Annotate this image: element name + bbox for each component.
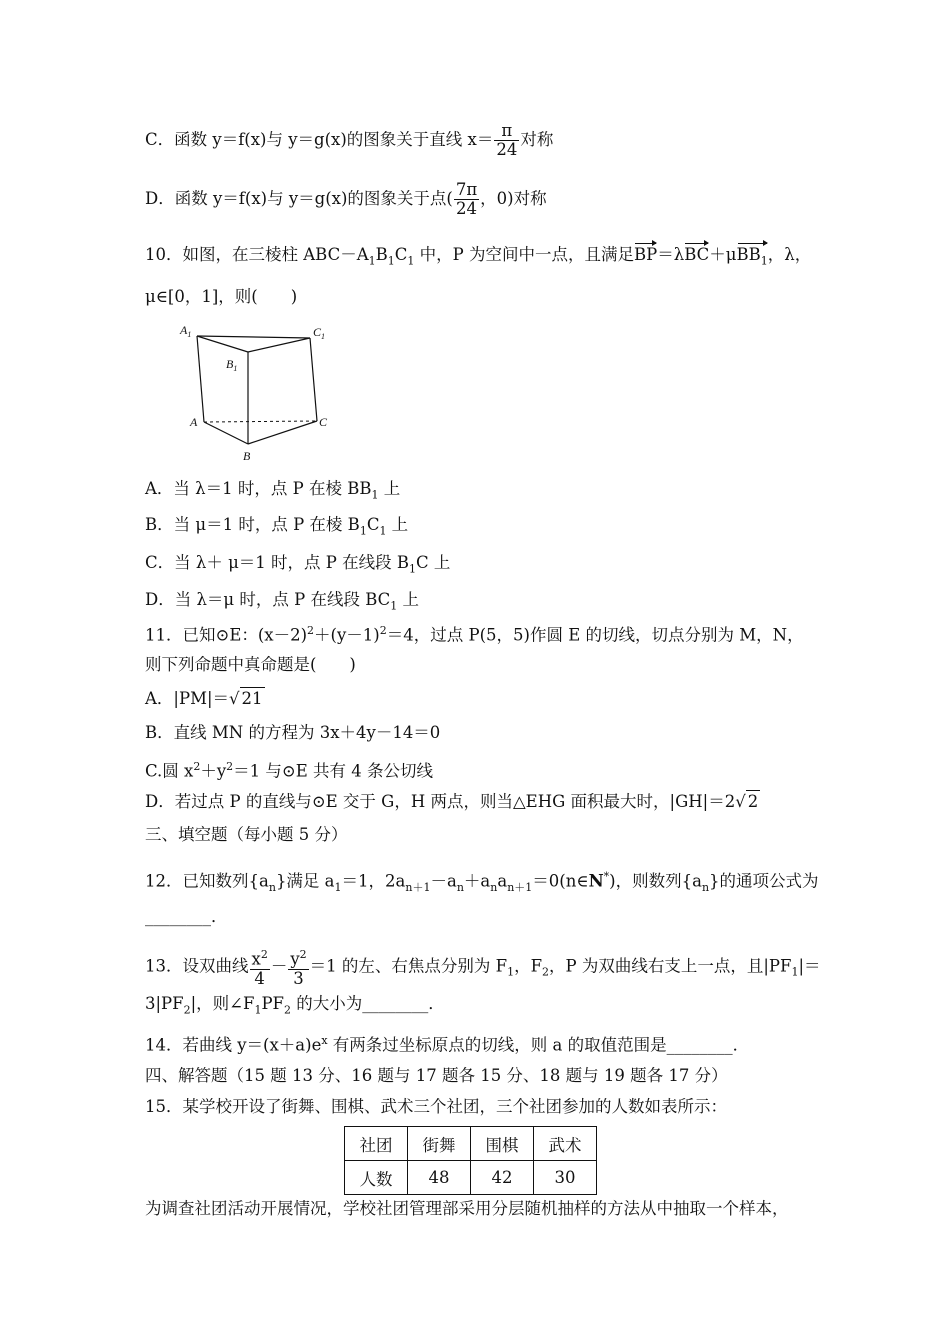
q11-stem-line2: 则下列命题中真命题是( ) — [145, 655, 356, 674]
label-a1: $A_1$ — [180, 323, 192, 339]
q10-option-a: A．当 λ＝1 时，点 P 在棱 $BB_1$ 上 — [145, 479, 401, 502]
q14-stem: 14．若曲线 $y=(x+a)e^x$ 有两条过坐标原点的切线，则 a 的取值范围是________． — [145, 1034, 750, 1055]
q12-stem: 12．已知数列$\{a_n\}$满足 $a_1=1$，$2a_{n+1}-a_n+a_na_{n+1}=0(n\in N^*)$，则数列$\{a_n\}$的通项公式为 — [145, 870, 819, 894]
vector-bb1: $BB_1$ — [737, 244, 768, 272]
fraction: $\frac{y^2}{3}$ — [290, 948, 307, 988]
section-four-heading: 四、解答题（15 题 13 分、16 题与 17 题各 15 分、18 题与 19 题各 17 分） — [145, 1066, 728, 1085]
q13-stem-line2: $3|PF_2|$，则$\angle F_1PF_2$ 的大小为________． — [145, 994, 445, 1017]
club-table — [344, 1126, 597, 1195]
table-cell: 人数 — [345, 1161, 408, 1195]
table-cell: 围棋 — [471, 1127, 534, 1161]
label-b: B — [243, 449, 251, 463]
fraction: $\frac{7\pi}{24}$ — [455, 180, 478, 218]
q10-option-c: C．当 λ＋ μ＝1 时，点 P 在线段 $B_1C$ 上 — [145, 553, 451, 576]
table-row — [345, 1161, 597, 1195]
prism-figure — [170, 318, 340, 468]
table-header-row — [345, 1127, 597, 1161]
vector-bp: BP — [634, 245, 658, 264]
q10-stem: 10．如图，在三棱柱 $ABC-A_1B_1C_1$ 中，P 为空间中一点，且满足BP＝λBC＋μBB$_1$，λ， — [145, 244, 811, 272]
table-cell: 48 — [408, 1161, 471, 1195]
vector-bc: BC — [684, 245, 710, 264]
label-c1: $C_1$ — [313, 325, 326, 341]
label-c: C — [319, 415, 328, 429]
q11-option-d: D．若过点 P 的直线与⊙E 交于 G，H 两点，则当△EHG 面积最大时，|GH|＝2√ 2 — [145, 792, 759, 811]
q15-continuation: 为调查社团活动开展情况，学校社团管理部采用分层随机抽样的方法从中抽取一个样本， — [145, 1199, 789, 1218]
table-cell: 街舞 — [408, 1127, 471, 1161]
label-b1: $B_1$ — [226, 357, 238, 373]
q10-option-d: D．当 λ＝μ 时，点 P 在线段 $BC_1$ 上 — [145, 590, 420, 613]
fraction: $\frac{\pi}{24}$ — [496, 121, 518, 159]
q15-stem: 15．某学校开设了街舞、围棋、武术三个社团，三个社团参加的人数如表所示： — [145, 1097, 727, 1116]
label-a: A — [190, 415, 198, 429]
table-cell: 42 — [471, 1161, 534, 1195]
q11-option-a: A．|PM|＝√ 21 — [145, 689, 263, 708]
q11-option-c: C.圆 $x^2+y^2=1$ 与⊙E 共有 4 条公切线 — [145, 760, 434, 781]
q11-stem: 11．已知⊙E：$(x-2)^2+(y-1)^2=4$，过点 P(5，5)作圆 E 的切线，切点分别为 M，N， — [145, 624, 804, 645]
table-cell: 30 — [534, 1161, 597, 1195]
q10-stem-line2: μ∈[0，1]，则( ) — [145, 287, 298, 306]
table-cell: 社团 — [345, 1127, 408, 1161]
section-three-heading: 三、填空题（每小题 5 分） — [145, 825, 348, 844]
fraction: $\frac{x^2}{4}$ — [251, 948, 268, 988]
table-cell: 武术 — [534, 1127, 597, 1161]
q12-answer-blank: ________． — [145, 907, 228, 926]
q9-option-c: C．函数 y＝f(x)与 y＝g(x)的图象关于直线 x＝ $\frac{\pi}{24}$ 对称 — [145, 121, 554, 159]
q9-option-d: D．函数 y＝f(x)与 y＝g(x)的图象关于点( $\frac{7\pi}{24}$ ，0)对称 — [145, 180, 547, 218]
q13-stem: 13．设双曲线 $\frac{x^2}{4}$ － $\frac{y^2}{3}$ ＝1 的左、右焦点分别为 $F_1$，$F_2$，P 为双曲线右支上一点，且$|PF_1|=$ — [145, 948, 821, 988]
q11-option-b: B．直线 MN 的方程为 3x＋4y－14＝0 — [145, 723, 441, 742]
q10-option-b: B．当 μ＝1 时，点 P 在棱 $B_1C_1$ 上 — [145, 515, 409, 538]
